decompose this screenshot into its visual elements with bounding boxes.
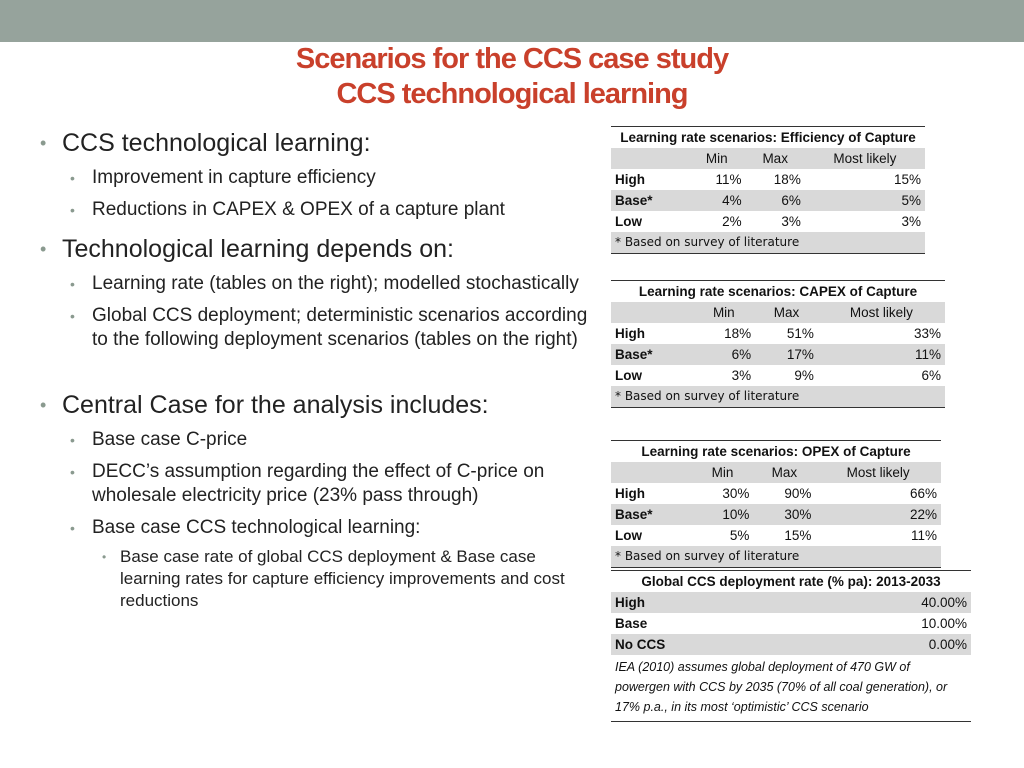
- table-footnote: IEA (2010) assumes global deployment of 470 GW of powergen with CCS by 2035 (70% of all coal generation), or 17% p.a., in its most ‘optimistic’ CCS scenario: [611, 655, 971, 722]
- cell-likely: 22%: [815, 504, 941, 525]
- header-likely: Most likely: [815, 462, 941, 483]
- bullet-l2: • Improvement in capture efficiency: [70, 166, 590, 190]
- cell-likely: 6%: [921, 368, 941, 383]
- table-row: [611, 592, 971, 613]
- bullet-l2: • Reductions in CAPEX & OPEX of a capture plant: [70, 198, 590, 222]
- cell-value: 10.00%: [921, 616, 967, 631]
- title-line-1: Scenarios for the CCS case study: [295, 43, 729, 75]
- table-footnote: * Based on survey of literature: [611, 232, 925, 254]
- bullet-l2: • DECC’s assumption regarding the effect of C-price on wholesale electricity price (23% pass through): [70, 460, 590, 508]
- table-row: [611, 613, 971, 634]
- row-label: No CCS: [611, 634, 798, 655]
- cell-min: 6%: [692, 344, 755, 365]
- bullet-l2: • Base case C-price: [70, 428, 590, 452]
- cell-max: 15%: [784, 528, 812, 543]
- cell-likely: 11%: [818, 344, 945, 365]
- cell-max: 3%: [781, 214, 801, 229]
- cell-max: 9%: [794, 368, 814, 383]
- cell-likely: 3%: [901, 214, 921, 229]
- efficiency-table: [611, 126, 925, 254]
- cell-value: 40.00%: [798, 592, 971, 613]
- row-label: Base: [615, 616, 648, 631]
- cell-value: 0.00%: [798, 634, 971, 655]
- cell-likely: 33%: [913, 326, 941, 341]
- header-blank: [611, 462, 692, 483]
- table-row: [611, 211, 925, 232]
- table-row: [611, 504, 941, 525]
- row-label: High: [611, 592, 798, 613]
- header-min: Min: [692, 462, 754, 483]
- capex-table: [611, 280, 945, 408]
- cell-min: 10%: [692, 504, 754, 525]
- deployment-table: [611, 570, 971, 722]
- cell-max: 51%: [786, 326, 814, 341]
- cell-likely: 66%: [909, 486, 937, 501]
- cell-max: 17%: [755, 344, 818, 365]
- table-row: [611, 323, 945, 344]
- table-row: [611, 169, 925, 190]
- cell-likely: 11%: [910, 528, 937, 543]
- bullet-l2: • Learning rate (tables on the right); modelled stochastically: [70, 272, 590, 296]
- bullet-l2: • Global CCS deployment; deterministic scenarios according to the following deployment scenarios (tables on the right): [70, 304, 590, 352]
- table-row: [611, 344, 945, 365]
- header-min: Min: [688, 148, 746, 169]
- row-label: High: [615, 486, 645, 501]
- cell-max: 6%: [746, 190, 805, 211]
- row-label: Low: [615, 528, 642, 543]
- cell-min: 4%: [688, 190, 746, 211]
- cell-min: 18%: [724, 326, 752, 341]
- table-footnote: * Based on survey of literature: [611, 546, 941, 568]
- bullet-list: [40, 128, 590, 612]
- bullet-l1: • Central Case for the analysis includes:: [40, 390, 590, 420]
- cell-min: 30%: [722, 486, 750, 501]
- cell-max: 90%: [784, 486, 812, 501]
- table-caption: Learning rate scenarios: OPEX of Capture: [611, 441, 941, 463]
- row-label: Base*: [611, 190, 688, 211]
- row-label: High: [615, 172, 645, 187]
- header-likely: Most likely: [818, 302, 945, 323]
- table-caption: Learning rate scenarios: Efficiency of Capture: [611, 127, 925, 149]
- row-label: Base*: [611, 344, 692, 365]
- cell-min: 5%: [729, 528, 750, 543]
- opex-table: [611, 440, 941, 568]
- table-row: [611, 525, 941, 546]
- header-min: Min: [692, 302, 755, 323]
- top-banner: [0, 0, 1024, 42]
- row-label: Low: [615, 368, 642, 383]
- cell-min: 3%: [731, 368, 752, 383]
- table-caption: Learning rate scenarios: CAPEX of Capture: [611, 281, 945, 303]
- table-row: [611, 483, 941, 504]
- bullet-l1: • Technological learning depends on:: [40, 234, 590, 264]
- cell-likely: 5%: [805, 190, 925, 211]
- cell-min: 11%: [715, 172, 742, 187]
- header-likely: Most likely: [805, 148, 925, 169]
- title-line-2: CCS technological learning: [336, 78, 688, 110]
- table-footnote: * Based on survey of literature: [611, 386, 945, 408]
- table-caption: Global CCS deployment rate (% pa): 2013-2033: [611, 571, 971, 593]
- table-row: [611, 365, 945, 386]
- table-row: [611, 634, 971, 655]
- table-row: [611, 190, 925, 211]
- cell-max: 30%: [753, 504, 815, 525]
- header-blank: [611, 302, 692, 323]
- cell-likely: 15%: [893, 172, 921, 187]
- row-label: Base*: [611, 504, 692, 525]
- row-label: Low: [615, 214, 642, 229]
- header-blank: [611, 148, 688, 169]
- header-max: Max: [755, 302, 818, 323]
- bullet-l1: • CCS technological learning:: [40, 128, 590, 158]
- cell-min: 2%: [722, 214, 742, 229]
- header-max: Max: [753, 462, 815, 483]
- header-max: Max: [746, 148, 805, 169]
- bullet-l3: • Base case rate of global CCS deployment & Base case learning rates for capture efficiency improvements and cost reductions: [102, 546, 590, 612]
- cell-max: 18%: [773, 172, 801, 187]
- bullet-l2: • Base case CCS technological learning:: [70, 516, 590, 540]
- slide-title: [0, 42, 1024, 112]
- row-label: High: [615, 326, 645, 341]
